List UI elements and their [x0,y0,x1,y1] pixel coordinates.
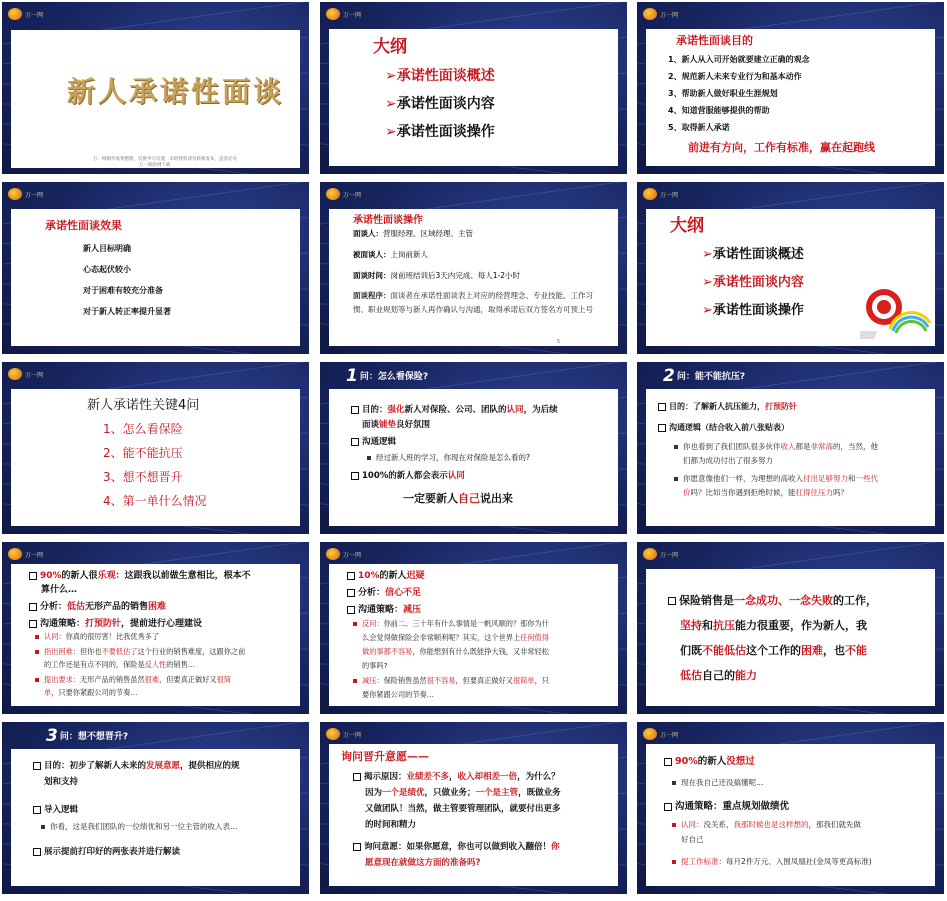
bullet-request-cont: 单，只要你紧跟公司的节奏… [44,688,138,697]
reason-cont-3: 的时间和精力 [365,820,417,830]
logo: 万一网 [326,187,361,201]
slide-7[interactable] [2,362,309,534]
row-interviewer: 面谈人：营服经理、区域经理、主管 [353,229,473,238]
outline-item-2: ➢承诺性面谈内容 [385,96,495,112]
slide-15[interactable] [637,722,944,894]
hesitation: 10%的新人迟疑 [347,568,425,581]
logo-mark-icon [8,548,22,560]
emphasis: 一定要新人自己说出来 [403,492,513,505]
slide-4-card [11,209,300,346]
slide-5[interactable] [320,182,627,354]
logo: 万一网 [8,187,43,201]
slide-9-card [646,389,935,526]
page-number: 5 [557,339,561,345]
purpose-cont: 面谈铺垫良好氛围 [362,420,431,430]
logic-label: 沟通逻辑（结合收入前八张贴表） [658,422,789,433]
slide-3-card [646,29,935,166]
heading: 承诺性面谈效果 [45,219,122,232]
slide-8-card [329,389,618,526]
heading: 承诺性面谈操作 [353,215,423,226]
slide-13-card [11,749,300,886]
bullet-2: 你愿意像他们一样，为理想的高收入付出足够努力和一些代 [674,473,878,484]
logo: 万一网 [326,547,361,561]
row-procedure: 面谈程序：面谈者在承诺性面谈表上对应的经营理念、专业技能、工作习惯、职业规划等与新人再作确认与沟通，取得承诺后双方签名方可预上号 [353,291,593,314]
strategy: 沟通策略：减压 [347,602,421,615]
bullet-agree: 认同：你真的很厉害！比我优秀多了 [35,632,159,642]
analysis: 分析：低估无形产品的销售困难 [29,599,166,612]
ask-willingness-cont: 愿意现在就做这方面的准备吗? [365,858,481,868]
bullet-ask-cont-1: 么会觉得做保险会非常顺利呢？其实，这个世界上任何值得 [362,633,549,642]
bullet-standard: 提工作标准：每月2件万元、入围凤凰社(金凤等更高标准) [672,856,872,867]
logo-mark-icon [8,368,22,380]
show-tables: 展示提前打印好的两张表并进行解读 [33,845,180,857]
footer-note: 万一网制作收集整理，仅供学习交流，未经授权请勿转载发布，违者必究 [93,157,237,162]
goal-2: 2、规范新人未来专业行为和基本动作 [668,72,802,81]
title: 新人承诺性关键4问 [87,398,200,413]
slide-header: 3 问：想不想晋升? [46,725,129,746]
question-4: 4、第一单什么情况 [103,494,207,508]
analysis: 分析：信心不足 [347,585,421,598]
bullet-ask-cont-2: 做的事都不容易，你能想到有什么既能挣大钱，又非常轻松 [362,647,549,656]
outline-heading: 大纲 [670,216,704,236]
goal-5: 5、取得新人承诺 [668,123,730,132]
slide-14-card [329,744,618,886]
outline-item-2: ➢承诺性面谈内容 [702,275,804,290]
slide-3[interactable] [637,2,944,174]
slide-2[interactable] [320,2,627,174]
bullet-difficulty: 指出困难：但你也不要低估了这个行业的销售难度，这跟你之前 [35,647,245,657]
question-1: 1、怎么看保险 [103,422,183,436]
slide-header: 1 问：怎么看保险? [346,365,429,386]
slide-2-card [329,29,618,166]
logo-mark-icon [643,728,657,740]
strategy: 沟通策略：打预防针，提前进行心理建设 [29,616,202,629]
outline-item-1: ➢承诺性面谈概述 [385,68,495,84]
slide-9[interactable] [637,362,944,534]
reason-cont-1: 因为一个是绩优，只做业务；一个是主管，既做业务 [365,788,561,798]
slide-1-card [11,30,300,168]
outline-item-3: ➢承诺性面谈操作 [385,124,495,140]
logic-label: 沟通逻辑 [351,435,396,447]
optimism-cont: 算什么… [41,585,78,595]
summary-line-2: 坚持和抗压能力很重要，作为新人，我 [680,619,867,632]
logo: 万一网 [643,7,678,21]
logo-mark-icon [326,548,340,560]
logo-mark-icon [8,8,22,20]
effect-4: 对于新人转正率提升显著 [83,307,171,316]
slide-6-card [646,209,935,346]
logo-mark-icon [643,548,657,560]
logo-mark-icon [643,188,657,200]
outline-item-3: ➢承诺性面谈操作 [702,303,804,318]
logo-mark-icon [326,188,340,200]
bullet-relieve-cont: 要你紧跟公司的节奏… [362,690,434,699]
reason-cont-2: 又做团队！当然，做主管要管理团队，就要付出更多 [365,804,561,814]
logo-mark-icon [326,8,340,20]
slide-12[interactable] [637,542,944,714]
bullet-agree: 认同：没关系，我那时候也是这样想的，那我们就先做 [672,819,861,830]
bullet-1: 你也看到了我们团队很多伙伴收入都是非常高的，当然，他 [674,441,878,452]
outline-item-1: ➢承诺性面谈概述 [702,247,804,262]
agreement: 100%的新人都会表示认同 [351,469,465,481]
logo: 万一网 [326,727,361,741]
slide-11-card [329,564,618,706]
effect-2: 心态起伏较小 [83,265,131,274]
not-considered: 90%的新人没想过 [664,753,755,767]
slide-15-card [646,744,935,886]
bullet-ask-cont-3: 的事吗? [362,661,388,670]
slide-6[interactable] [637,182,944,354]
question-2: 2、能不能抗压 [103,446,183,460]
logo: 万一网 [643,547,678,561]
slide-10[interactable] [2,542,309,714]
bullet-difficulty-cont: 的工作还是有点不同的，保险是反人性的销售… [44,660,195,669]
title: 新人承诺性面谈 [67,75,285,108]
logic-question: 经过新人班的学习，你现在对保险是怎么看的? [367,452,530,463]
bullet-2-cont: 价吗？比如当你遇到拒绝时候，能扛得住压力吗？ [683,488,848,497]
logo: 万一网 [326,7,361,21]
slide-4[interactable] [2,182,309,354]
row-interviewee: 被面谈人：上岗前新人 [353,250,428,259]
bullet-request: 提出要求：无形产品的销售虽然很难，但要真正做好又很简 [35,675,231,685]
slide-13[interactable] [2,722,309,894]
logo: 万一网 [8,7,43,21]
row-time: 面谈时间：岗前班结训后3天内完成、每人1-2小时 [353,271,521,280]
ask-willingness: 询问意愿：如果你愿意，你也可以做到收入翻倍！你 [353,840,560,852]
logo: 万一网 [8,367,43,381]
summary-line-1: 保险销售是一念成功、一念失败的工作， [668,592,877,608]
goal-4: 4、知道营服能够提供的帮助 [668,106,770,115]
logic-label: 导入逻辑 [33,803,78,815]
target-rainbow-illustration [860,279,932,343]
bullet-ask: 反问：你前二、三十年有什么事情是一帆风顺的？那你为什 [353,619,549,629]
footer-note-2: 万一保险网下载 [139,163,171,168]
question-3: 3、想不想晋升 [103,470,183,484]
logo: 万一网 [643,187,678,201]
purpose: 目的：了解新人抗压能力，打预防针 [658,401,797,412]
slide-7-card [11,389,300,526]
bullet-agree-cont: 好自己 [681,835,704,844]
slogan: 前进有方向，工作有标准，赢在起跑线 [688,141,875,154]
logo: 万一网 [643,727,678,741]
summary-line-4: 低估自己的能力 [680,669,757,682]
purpose: 目的：初步了解新人未来的发展意愿，提供相应的规 [33,759,240,771]
slide-14[interactable] [320,722,627,894]
slide-8[interactable] [320,362,627,534]
bullet-relieve: 减压：保险销售虽然很不容易，但要真正做好又很简单，只 [353,676,549,686]
outline-heading: 大纲 [373,37,407,57]
goal-3: 3、帮助新人做好职业生涯规划 [668,89,778,98]
logo-mark-icon [8,188,22,200]
purpose: 目的：强化新人对保险、公司、团队的认同，为后续 [351,403,558,415]
goal-1: 1、新人从入司开始就要建立正确的观念 [668,55,810,64]
logo-mark-icon [643,8,657,20]
slide-header: 2 问：能不能抗压? [663,365,746,386]
slide-11[interactable] [320,542,627,714]
purpose-cont: 划和支持 [44,777,79,787]
logo: 万一网 [8,547,43,561]
heading: 询问晋升意愿—— [341,750,429,763]
slide-12-card [646,569,935,706]
effect-1: 新人目标明确 [83,244,131,253]
bullet-1-cont: 们都为成功付出了很多努力 [683,456,773,465]
slide-5-card [329,209,618,346]
logo-mark-icon [326,728,340,740]
strategy: 沟通策略：重点规划做绩优 [664,798,789,812]
logic-bullet: 你看，这是我们团队的一位绩优和另一位主管的收入表… [41,821,238,832]
reason: 揭示原因：业绩差不多，收入却相差一倍，为什么？ [353,770,560,782]
effect-3: 对于困难有较充分准备 [83,286,163,295]
optimism: 90%的新人很乐观：这跟我以前做生意相比，根本不 [29,568,251,581]
slide-1[interactable] [2,2,309,174]
heading: 承诺性面谈目的 [676,34,753,47]
bullet-not-understood: 现在我自己还没搞懂呢… [672,777,764,788]
slide-10-card [11,564,300,706]
summary-line-3: 们既不能低估这个工作的困难，也不能 [680,644,867,657]
